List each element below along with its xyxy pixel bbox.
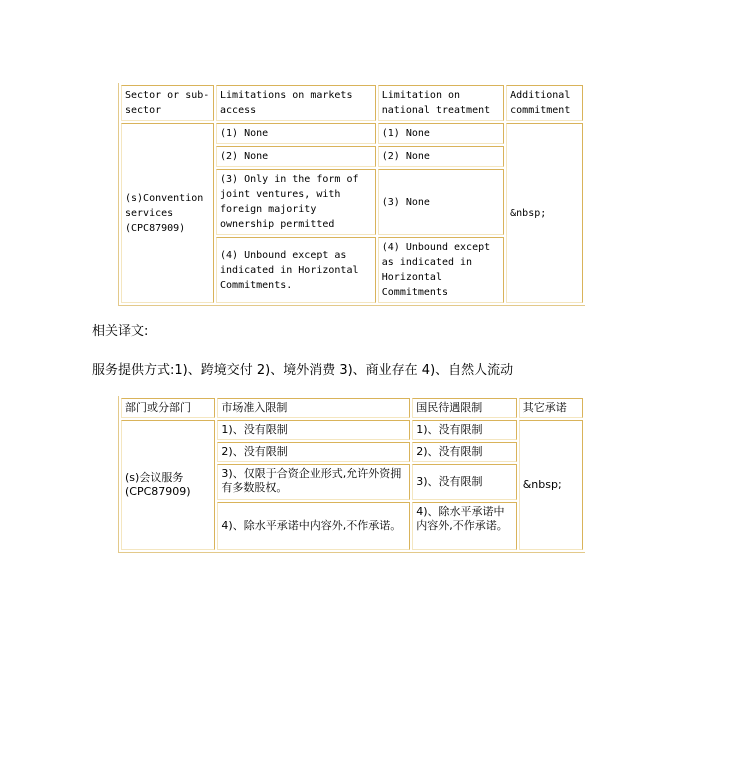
national-treatment-cell: 2)、没有限制 xyxy=(412,442,516,462)
header-additional: 其它承诺 xyxy=(519,398,583,418)
header-market-access: Limitations on markets access xyxy=(216,85,376,121)
header-additional: Additional commitment xyxy=(506,85,583,121)
national-treatment-cell: 3)、没有限制 xyxy=(412,464,516,500)
supply-modes-text: 服务提供方式:1)、跨境交付 2)、境外消费 3)、商业存在 4)、自然人流动 xyxy=(92,363,514,378)
header-national-treatment: Limitation on national treatment xyxy=(378,85,504,121)
market-access-cell: 2)、没有限制 xyxy=(217,442,410,462)
national-treatment-cell: (3) None xyxy=(378,169,504,235)
schedule-table-english xyxy=(118,83,585,306)
header-sector: 部门或分部门 xyxy=(121,398,215,418)
sector-cell: (s)Convention services (CPC87909) xyxy=(121,123,214,303)
market-access-cell: 1)、没有限制 xyxy=(217,420,410,440)
additional-cell: &nbsp; xyxy=(519,420,583,550)
table-row xyxy=(121,420,583,440)
table-header-row xyxy=(121,85,583,121)
market-access-cell: (2) None xyxy=(216,146,376,167)
schedule-table-chinese xyxy=(118,396,585,553)
national-treatment-cell: (2) None xyxy=(378,146,504,167)
table-row xyxy=(121,123,583,144)
market-access-cell: (3) Only in the form of joint ventures, with foreign majority ownership permitted xyxy=(216,169,376,235)
table-header-row xyxy=(121,398,583,418)
sector-cell: (s)会议服务(CPC87909) xyxy=(121,420,215,550)
additional-cell: &nbsp; xyxy=(506,123,583,303)
market-access-cell: 3)、仅限于合资企业形式,允许外资拥有多数股权。 xyxy=(217,464,410,500)
market-access-cell: 4)、除水平承诺中内容外,不作承诺。 xyxy=(217,502,410,550)
market-access-cell: (4) Unbound except as indicated in Horizontal Commitments. xyxy=(216,237,376,303)
market-access-cell: (1) None xyxy=(216,123,376,144)
header-sector: Sector or sub-sector xyxy=(121,85,214,121)
header-national-treatment: 国民待遇限制 xyxy=(412,398,516,418)
header-market-access: 市场准入限制 xyxy=(217,398,410,418)
national-treatment-cell: 1)、没有限制 xyxy=(412,420,516,440)
national-treatment-cell: (1) None xyxy=(378,123,504,144)
related-translation-label: 相关译文: xyxy=(92,324,149,339)
national-treatment-cell: 4)、除水平承诺中内容外,不作承诺。 xyxy=(412,502,516,550)
national-treatment-cell: (4) Unbound except as indicated in Horizontal Commitments xyxy=(378,237,504,303)
